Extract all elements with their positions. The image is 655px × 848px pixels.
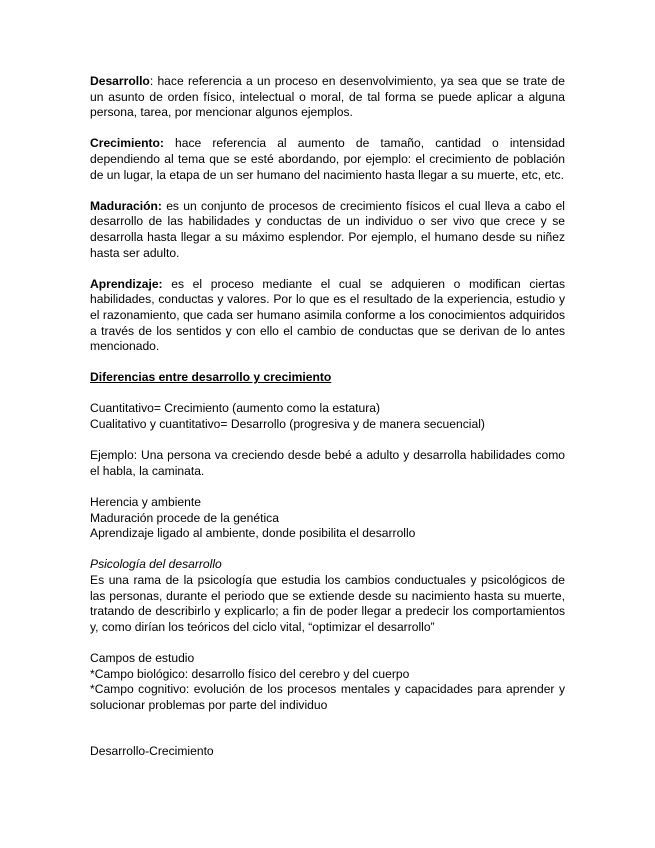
definition-text: : hace referencia a un proceso en desenvolvimiento, ya sea que se trate de un asunto de orden físico, intelectual o moral, de tal forma se puede aplicar a alguna persona, tarea, por mencionar algunos ejemplos. — [90, 74, 565, 120]
psychology-title: Psicología del desarrollo — [90, 557, 222, 572]
footer-text: Desarrollo-Crecimiento — [90, 744, 214, 759]
fields-item-biological: *Campo biológico: desarrollo físico del cerebro y del cuerpo — [90, 666, 410, 681]
heredity-maturation: Maduración procede de la genética — [90, 510, 279, 525]
definition-text: hace referencia al aumento de tamaño, cantidad o intensidad dependiendo al tema que se esté abordando, por ejemplo: el crecimiento de población de un lugar, la etapa de un ser humano del nacimiento hasta llegar a su muerte, etc, etc. — [90, 136, 565, 182]
definition-text: es un conjunto de procesos de crecimiento físicos el cual lleva a cabo el desarrollo de las habilidades y conductas de un individuo o ser vivo que crece y se desarrolla hasta llegar a su máximo esplendor. Por ejemplo, el humano desde su niñez hasta ser adulto. — [90, 198, 565, 260]
heredity-learning: Aprendizaje ligado al ambiente, donde posibilita el desarrollo — [90, 526, 416, 541]
fields-block — [90, 651, 565, 713]
definition-term: Aprendizaje: — [90, 276, 163, 291]
psychology-block — [90, 557, 565, 635]
definition-crecimiento — [90, 136, 565, 183]
fields-title: Campos de estudio — [90, 650, 195, 665]
differences-line-quantitative: Cuantitativo= Crecimiento (aumento como la estatura) — [90, 401, 381, 416]
definition-text: es el proceso mediante el cual se adquieren o modifican ciertas habilidades, conductas y valores. Por lo que es el resultado de la experiencia, estudio y el razonamiento, que cada ser humano asimila conforme a los conocimientos adquiridos a través de los sentidos y con ello el cambio de conductas que se derivan de lo antes mencionado. — [90, 276, 565, 354]
definition-maduracion — [90, 199, 565, 261]
definition-term: Desarrollo — [90, 74, 150, 88]
definition-term: Maduración: — [90, 198, 162, 213]
differences-block — [90, 401, 565, 432]
fields-item-cognitive: *Campo cognitivo: evolución de los procesos mentales y capacidades para aprender y solucionar problemas por parte del individuo — [90, 682, 565, 712]
heredity-block — [90, 495, 565, 542]
differences-heading: Diferencias entre desarrollo y crecimiento — [90, 370, 332, 385]
definition-term: Crecimiento: — [90, 136, 164, 151]
heredity-title: Herencia y ambiente — [90, 495, 201, 510]
definition-aprendizaje — [90, 277, 565, 355]
document-page — [90, 74, 565, 776]
definition-desarrollo — [90, 74, 565, 121]
differences-line-qualitative: Cualitativo y cuantitativo= Desarrollo (progresiva y de manera secuencial) — [90, 417, 485, 432]
example-paragraph: Ejemplo: Una persona va creciendo desde bebé a adulto y desarrolla habilidades como el habla, la caminata. — [90, 448, 565, 478]
psychology-text: Es una rama de la psicología que estudia los cambios conductuales y psicológicos de las personas, durante el periodo que se extiende desde su nacimiento hasta su muerte, tratando de describirlo y explicarlo; a fin de poder llegar a predecir los comportamientos y, como dirían los teóricos del ciclo vital, “optimizar el desarrollo” — [90, 573, 565, 634]
